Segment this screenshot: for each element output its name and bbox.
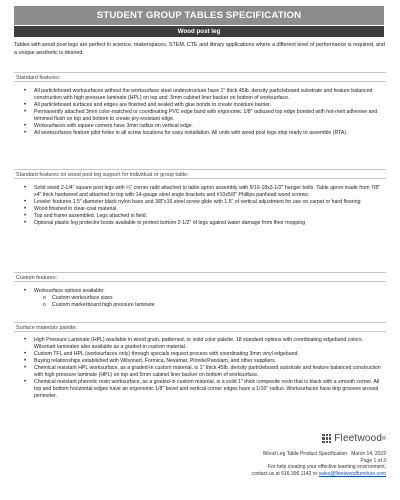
page-subtitle: Wood post leg (14, 26, 384, 37)
list-item: • All particleboard worksurfaces without the worksurface steel understructure have 1" thick 45lb. density particleboard substrate and feature balanced construction with high pressure laminate (HPL) on top and .5mm cabinet liner backer on bottom of worksurface. (34, 88, 386, 102)
list-item: • Custom TFL and HPL (worksurfaces only) through specials request process with coordinating 3mm vinyl edgeband. (34, 351, 386, 358)
list-item: • Buying relationships established with Wilsonart, Formica, Nevamar, Pionite/Panolam, and other suppliers. (34, 358, 386, 365)
intro-paragraph: Tables with wood post legs are perfect in science, makerspaces, STEM, CTE and library applications where a different level of performance is required, and a unique aesthetic is desired. (14, 42, 385, 56)
list-item: • Chemical resistant phenolic resin worksurface, as a graded-in custom material, is a solid 1" thick composite resin that is black with a smooth corner. All top and bottom horizontal edges have an ergonomic 1/8" bevel and vertical corner edges have a 1/16" radius. Worksurfaces have drip grooves around perimeter. (34, 379, 386, 400)
section-woodpost-heading: Standard features on wood post leg support for individual or group table: (14, 169, 386, 179)
footer-page-number: Page 1 of 2 (360, 457, 386, 464)
footer-contact-row (146, 471, 386, 478)
section-standard-heading: Standard features: (14, 72, 386, 82)
list-item (34, 288, 386, 309)
footer-date: March 14, 2022 (351, 451, 386, 457)
list-item: • All particleboard surfaces and edges are finished and sealed with glue bonds to create moisture barrier. (34, 102, 386, 109)
sales-email-link[interactable]: sales@fleetwoodfurniture.com (318, 470, 386, 477)
list-item: • Solid wood 2-1/4" square post legs with ¼" corner radii attached to table apron assembly with 5/16-18x3-1/2" hanger bolts. Table apron made from 7/8" x4" thick hardwood and attached to top with 14-gauge steel angle brackets and #10x5/8" Phillips panhead wood screws. (34, 185, 386, 199)
logo-text: Fleetwood (334, 433, 383, 444)
list-item: • Optional plastic leg protector boots available to protect bottom 2-1/2" of legs against water damage from floor mopping (34, 220, 386, 227)
list-item: • Wood finished in clear-coat material (34, 206, 386, 213)
fleetwood-logo (322, 433, 386, 444)
woodpost-features-list (14, 185, 386, 227)
list-item: • Permanently attached 3mm color-matched or coordinating PVC edge band with ergonomic 1/8" radiused top edge bonded with hot-melt adhesive and trimmed flush on top and bottom to create pry-resistant edge. (34, 109, 386, 123)
standard-features-list (14, 88, 386, 137)
sublist-item: o Custom worksurface sizes (52, 295, 386, 302)
sublist-item: o Custom markerboard high pressure laminate (52, 302, 386, 309)
list-item: • Worksurfaces with square corners have 3mm radius on vertical edge. (34, 123, 386, 130)
list-item: • High Pressure Laminate (HPL) available in wood grain, patterned, or solid color palette. 18 standard options with coordinating edgeband colors. Wilsonart laminates also available as a graded-in custom material. (34, 337, 386, 351)
list-item: • All worksurfaces feature pilot holes in all screw locations for easy installation. All units with wood post legs ship ready to assemble (RTA). (34, 130, 386, 137)
custom-sublist (34, 295, 386, 309)
list-item: • Chemical resistant HPL worksurface, as a graded-in custom material, is 1" thick 45lb. density particleboard substrate and feature balanced construction with high pressure laminate (HPL) on top and 5mm cabinet liner backer on bottom of worksurface. (34, 365, 386, 379)
list-item: • Leveler features 1.5" diameter black nylon base and 3/8"x16 steel screw glide with 1.5" of vertical adjustment for use on carpet or hard flooring (34, 199, 386, 206)
fleetwood-grid-icon (322, 434, 331, 443)
page-title: STUDENT GROUP TABLES SPECIFICATION (14, 6, 384, 25)
footer-doc-row (146, 451, 386, 458)
footer-doc-name: Wood Leg Table Product Specification (262, 451, 348, 457)
page-footer (146, 451, 386, 477)
materials-list (14, 337, 386, 400)
custom-features-list (14, 288, 386, 309)
footer-contact-text: contact us at 616.396.1142 or (251, 470, 318, 477)
section-materials-heading: Surface materials palette: (14, 322, 386, 332)
footer-help-line: For help creating your effective learning environment, (267, 464, 386, 471)
section-custom-heading: Custom features: (14, 272, 386, 282)
registered-mark: R (382, 435, 386, 442)
list-item: • Top and frame assembled. Legs attached in field. (34, 213, 386, 220)
list-item-text: Worksurface options available: (34, 288, 105, 294)
